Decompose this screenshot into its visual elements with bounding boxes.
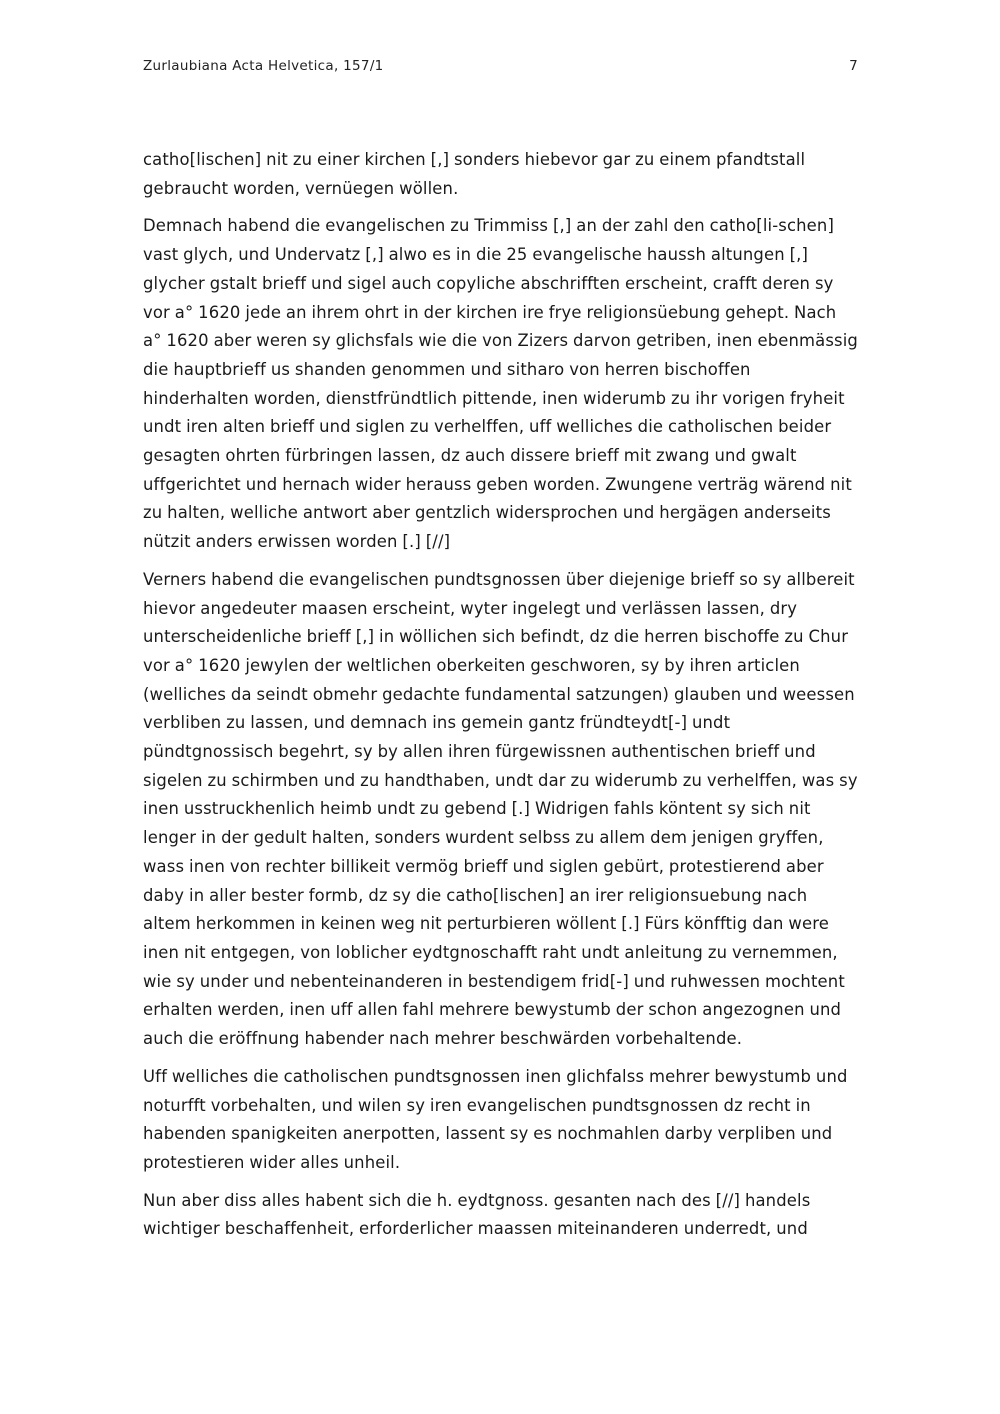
paragraph-5: Nun aber diss alles habent sich die h. eydtgnoss. gesanten nach des [//] handels wichtiger beschaffenheit, erforderlicher maassen miteinanderen underredt, und (143, 1190, 811, 1239)
page-number: 7 (849, 58, 858, 74)
paragraph-3: Verners habend die evangelischen pundtsgnossen über diejenige brieff so sy allbereit hievor angedeuter maasen erscheint, wyter ingelegt und verlässen lassen, dry unterscheidenliche brieff [,] in wöllichen sich befindt, dz die herren bischoffe zu Chur vor a° 1620 jewylen der weltlichen oberkeiten geschworen, sy by ihren articlen (welliches da seindt obmehr gedachte fundamental satzungen) glauben und weessen verbliben zu lassen, und demnach ins gemein gantz fründteydt[-] undt pündtgnossisch begehrt, sy by allen ihren fürgewissnen authentischen brieff und sigelen zu schirmben und zu handthaben, undt dar zu widerumb zu verhelffen, was sy inen usstruckhenlich heimb undt zu gebend [.] Widrigen fahls köntent sy sich nit lenger in der gedult halten, sonders wurdent selbss zu allem dem jenigen gryffen, wass inen von rechter billikeit vermög brieff und siglen gebürt, protestierend aber daby in aller bester formb, dz sy die catho[lischen] an irer religionsuebung nach altem herkommen in keinen weg nit perturbieren wöllent [.] Fürs könfftig dan were inen nit entgegen, von loblicher eydtgnoschafft raht undt anleitung zu vernemmen, wie sy under und nebenteinanderen in bestendigem frid[-] und ruhwessen mochtent erhalten werden, inen uff allen fahl mehrere bewystumb der schon angezognen und auch die eröffnung habender nach mehrer beschwärden vorbehaltende. (143, 569, 858, 1049)
header-title: Zurlaubiana Acta Helvetica, 157/1 (143, 58, 384, 74)
document-body (143, 146, 858, 1253)
page-header (143, 58, 858, 82)
paragraph-4: Uff welliches die catholischen pundtsgnossen inen glichfalss mehrer bewystumb und noturfft vorbehalten, und wilen sy iren evangelischen pundtsgnossen dz recht in habenden spanigkeiten anerpotten, lassent sy es nochmahlen darby verpliben und protestieren wider alles unheil. (143, 1066, 848, 1172)
paragraph-1: catho[lischen] nit zu einer kirchen [,] sonders hiebevor gar zu einem pfandtstall gebraucht worden, vernüegen wöllen. (143, 150, 806, 198)
paragraph-2: Demnach habend die evangelischen zu Trimmiss [,] an der zahl den catho[li-schen] vast glych, und Undervatz [,] alwo es in die 25 evangelische haussh altungen [,] glycher gstalt brieff und sigel auch copyliche abschrifften erscheint, crafft deren sy vor a° 1620 jede an ihrem ohrt in der kirchen ire frye religionsüebung gehept. Nach a° 1620 aber weren sy glichsfals wie die von Zizers darvon getriben, inen ebenmässig die hauptbrieff us shanden genommen und sitharo von herren bischoffen hinderhalten worden, dienstfründtlich pittende, inen widerumb zu ihr vorigen fryheit undt iren alten brieff und siglen zu verhelffen, uff welliches die catholischen beider gesagten ohrten fürbringen lassen, dz auch dissere brieff mit zwang und gwalt uffgerichtet und hernach wider herauss geben worden. Zwungene verträg wärend nit zu halten, welliche antwort aber gentzlich widersprochen und hergägen anderseits nützit anders erwissen worden [.] [//] (143, 216, 858, 552)
